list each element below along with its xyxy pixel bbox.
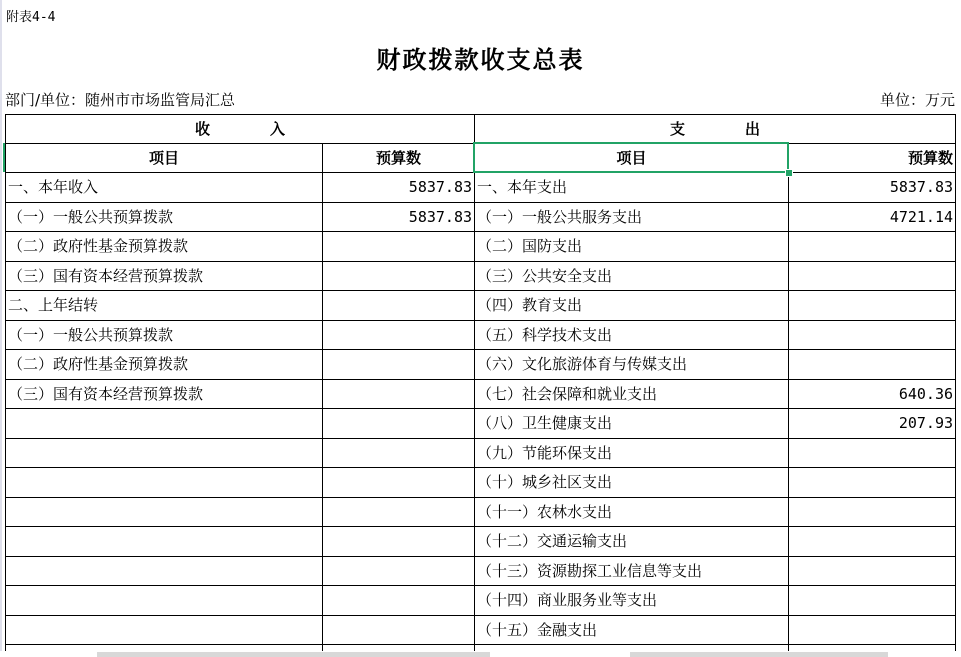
expense-item-cell[interactable]: （三）公共安全支出	[475, 261, 789, 291]
table-row	[6, 291, 956, 321]
table-row	[6, 556, 956, 586]
income-budget-cell[interactable]	[323, 409, 475, 439]
income-item-cell[interactable]: （一）一般公共预算拨款	[6, 202, 323, 232]
expense-budget-cell[interactable]	[789, 468, 956, 498]
expense-budget-cell[interactable]	[789, 291, 956, 321]
income-item-cell[interactable]	[6, 409, 323, 439]
expense-budget-cell[interactable]	[789, 350, 956, 380]
income-budget-cell[interactable]	[323, 320, 475, 350]
table-row	[6, 527, 956, 557]
income-budget-cell[interactable]: 5837.83	[323, 173, 475, 203]
department-label: 部门/单位：随州市市场监管局汇总	[5, 91, 236, 109]
horizontal-scrollbar[interactable]	[0, 651, 961, 657]
income-item-header[interactable]: 项目	[6, 144, 323, 173]
expense-item-cell[interactable]: （十二）交通运输支出	[475, 527, 789, 557]
income-item-cell[interactable]	[6, 468, 323, 498]
expense-item-cell[interactable]: （五）科学技术支出	[475, 320, 789, 350]
column-header-row	[6, 144, 956, 173]
expense-item-cell[interactable]: 一、本年支出	[475, 173, 789, 203]
income-section-header[interactable]: 收 入	[6, 115, 475, 144]
expense-budget-cell[interactable]	[789, 232, 956, 262]
expense-item-header[interactable]: 项目	[475, 144, 789, 173]
expense-budget-cell[interactable]	[789, 527, 956, 557]
expense-budget-cell[interactable]: 4721.14	[789, 202, 956, 232]
budget-table	[5, 114, 956, 652]
active-row-marker	[3, 143, 5, 172]
table-row	[6, 350, 956, 380]
expense-budget-cell[interactable]	[789, 497, 956, 527]
income-item-cell[interactable]: （一）一般公共预算拨款	[6, 320, 323, 350]
expense-section-header[interactable]: 支 出	[475, 115, 956, 144]
income-budget-cell[interactable]: 5837.83	[323, 202, 475, 232]
income-item-cell[interactable]	[6, 497, 323, 527]
unit-label: 单位：万元	[879, 91, 955, 109]
fill-handle[interactable]	[785, 169, 793, 177]
expense-budget-cell[interactable]	[789, 438, 956, 468]
table-row	[6, 320, 956, 350]
table-row	[6, 379, 956, 409]
expense-item-cell[interactable]: （八）卫生健康支出	[475, 409, 789, 439]
table-row	[6, 468, 956, 498]
income-budget-cell[interactable]	[323, 379, 475, 409]
expense-item-cell[interactable]: （一）一般公共服务支出	[475, 202, 789, 232]
income-budget-cell[interactable]	[323, 232, 475, 262]
table-row	[6, 586, 956, 616]
window-left-edge	[0, 0, 2, 657]
expense-budget-cell[interactable]: 640.36	[789, 379, 956, 409]
table-row	[6, 497, 956, 527]
expense-item-cell[interactable]: （十一）农林水支出	[475, 497, 789, 527]
income-budget-cell[interactable]	[323, 556, 475, 586]
section-header-row	[6, 115, 956, 144]
expense-budget-cell[interactable]: 207.93	[789, 409, 956, 439]
income-item-cell[interactable]	[6, 527, 323, 557]
income-item-cell[interactable]	[6, 556, 323, 586]
expense-item-cell[interactable]: （七）社会保障和就业支出	[475, 379, 789, 409]
table-row	[6, 615, 956, 645]
table-row	[6, 261, 956, 291]
income-budget-cell[interactable]	[323, 615, 475, 645]
income-budget-header[interactable]: 预算数	[323, 144, 475, 173]
income-item-cell[interactable]	[6, 438, 323, 468]
expense-item-cell[interactable]: （十）城乡社区支出	[475, 468, 789, 498]
income-item-cell[interactable]: （三）国有资本经营预算拨款	[6, 261, 323, 291]
expense-budget-cell[interactable]	[789, 615, 956, 645]
attachment-label: 附表4-4	[6, 10, 56, 25]
income-budget-cell[interactable]	[323, 438, 475, 468]
income-budget-cell[interactable]	[323, 497, 475, 527]
expense-item-cell[interactable]: （二）国防支出	[475, 232, 789, 262]
table-row	[6, 173, 956, 203]
income-budget-cell[interactable]	[323, 261, 475, 291]
table-row	[6, 409, 956, 439]
expense-item-cell[interactable]: （六）文化旅游体育与传媒支出	[475, 350, 789, 380]
scrollbar-segment[interactable]	[97, 652, 490, 657]
income-item-cell[interactable]	[6, 586, 323, 616]
expense-budget-header[interactable]: 预算数	[789, 144, 956, 173]
income-item-cell[interactable]: （三）国有资本经营预算拨款	[6, 379, 323, 409]
expense-item-cell[interactable]: （四）教育支出	[475, 291, 789, 321]
income-item-cell[interactable]: 二、上年结转	[6, 291, 323, 321]
expense-item-cell[interactable]: （十四）商业服务业等支出	[475, 586, 789, 616]
expense-budget-cell[interactable]	[789, 261, 956, 291]
income-budget-cell[interactable]	[323, 527, 475, 557]
income-budget-cell[interactable]	[323, 291, 475, 321]
expense-budget-cell[interactable]	[789, 320, 956, 350]
income-item-cell[interactable]: 一、本年收入	[6, 173, 323, 203]
expense-budget-cell[interactable]: 5837.83	[789, 173, 956, 203]
income-item-cell[interactable]: （二）政府性基金预算拨款	[6, 350, 323, 380]
scrollbar-segment[interactable]	[630, 652, 888, 657]
table-row	[6, 232, 956, 262]
expense-budget-cell[interactable]	[789, 586, 956, 616]
expense-budget-cell[interactable]	[789, 556, 956, 586]
income-item-cell[interactable]	[6, 615, 323, 645]
income-budget-cell[interactable]	[323, 468, 475, 498]
page-title: 财政拨款收支总表	[376, 46, 585, 74]
income-budget-cell[interactable]	[323, 586, 475, 616]
expense-item-cell[interactable]: （九）节能环保支出	[475, 438, 789, 468]
income-item-cell[interactable]: （二）政府性基金预算拨款	[6, 232, 323, 262]
table-row	[6, 202, 956, 232]
table-row	[6, 438, 956, 468]
expense-item-cell[interactable]: （十五）金融支出	[475, 615, 789, 645]
income-budget-cell[interactable]	[323, 350, 475, 380]
expense-item-cell[interactable]: （十三）资源勘探工业信息等支出	[475, 556, 789, 586]
